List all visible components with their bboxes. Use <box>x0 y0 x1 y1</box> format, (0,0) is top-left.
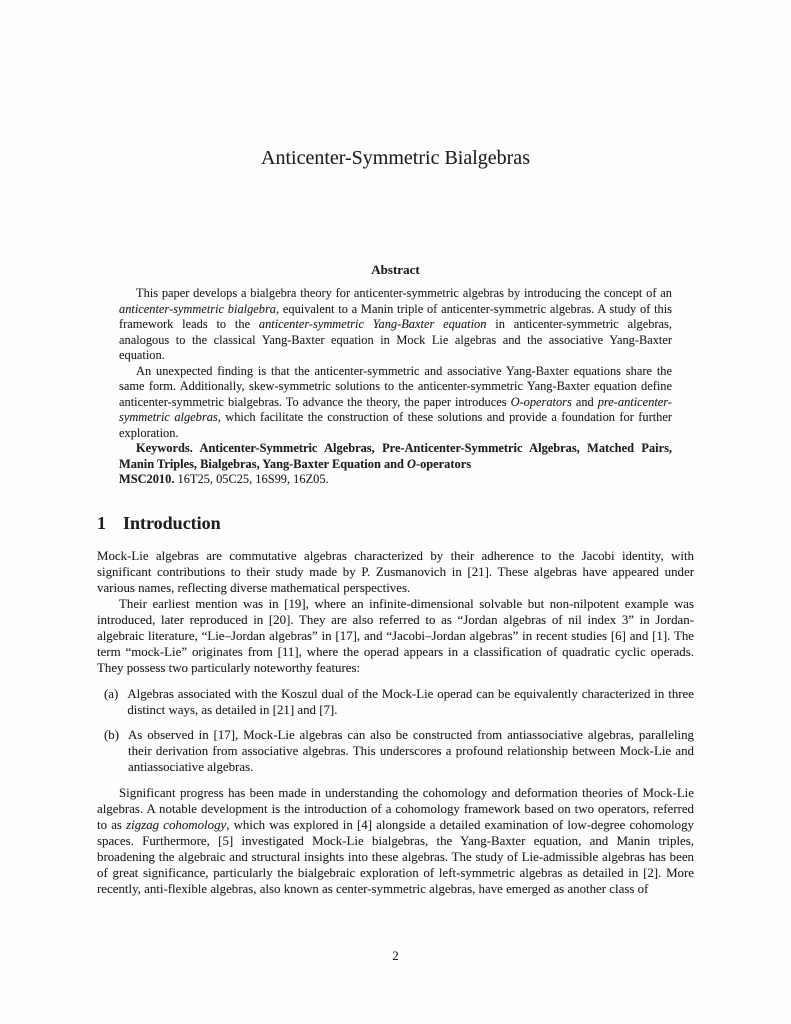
page-number: 2 <box>392 948 399 963</box>
paper-title: Anticenter-Symmetric Bialgebras <box>261 147 530 169</box>
section-heading-introduction <box>97 512 694 534</box>
list-item-a-label: (a) <box>104 687 119 702</box>
page-content <box>97 0 694 897</box>
list-item-a <box>97 686 694 718</box>
list-item-b <box>97 727 694 775</box>
section-number: 1 <box>97 512 106 533</box>
abstract-paragraph-1: This paper develops a bialgebra theory for anticenter-symmetric algebras by introducing the concept of an anticenter-symmetric bialgebra, equivalent to a Manin triple of anticenter-symmetric algebras. A study of this framework leads to the anticenter-symmetric Yang-Baxter equation in anticenter-symmetric algebras, analogous to the classical Yang-Baxter equation in Mock Lie algebras and the associative Yang-Baxter equation. <box>119 286 672 362</box>
abstract-block <box>119 286 672 488</box>
msc-line: MSC2010. 16T25, 05C25, 16S99, 16Z05. <box>119 472 329 486</box>
abstract-paragraph-2: An unexpected finding is that the anticenter-symmetric and associative Yang-Baxter equations share the same form. Additionally, skew-symmetric solutions to the anticenter-symmetric Yang-Baxter equation define anticenter-symmetric bialgebras. To advance the theory, the paper introduces O-operators and pre-anticenter-symmetric algebras, which facilitate the construction of these solutions and provide a foundation for further exploration. <box>119 363 672 440</box>
intro-paragraph-1: Mock-Lie algebras are commutative algebras characterized by their adherence to the Jacobi identity, with significant contributions to their study made by P. Zusmanovich in [21]. These algebras have appeared under various names, reflecting diverse mathematical perspectives. <box>97 549 694 596</box>
list-item-b-text: As observed in [17], Mock-Lie algebras can also be constructed from antiassociative algebras, paralleling their derivation from associative algebras. This underscores a profound relationship between Mock-Lie and antiassociative algebras. <box>128 728 694 775</box>
abstract-heading: Abstract <box>371 262 420 277</box>
section-title: Introduction <box>123 512 221 533</box>
list-item-b-label: (b) <box>104 728 120 743</box>
features-list <box>97 686 694 775</box>
intro-paragraph-3: Significant progress has been made in understanding the cohomology and deformation theories of Mock-Lie algebras. A notable development is the introduction of a cohomology framework based on two operators, referred to as zigzag cohomology, which was explored in [4] alongside a detailed examination of low-degree cohomology spaces. Furthermore, [5] investigated Mock-Lie bialgebras, the Yang-Baxter equation, and Manin triples, broadening the algebraic and structural insights into these algebras. The study of Lie-admissible algebras has been of great significance, particularly the bialgebraic exploration of left-symmetric algebras as detailed in [2]. More recently, anti-flexible algebras, also known as center-symmetric algebras, have emerged as another class of <box>97 786 694 897</box>
keywords-paragraph: Keywords. Anticenter-Symmetric Algebras, Pre-Anticenter-Symmetric Algebras, Matched Pairs, Manin Triples, Bialgebras, Yang-Baxter Equation and O-operators <box>119 441 672 471</box>
intro-paragraph-2: Their earliest mention was in [19], where an infinite-dimensional solvable but non-nilpotent example was introduced, later reproduced in [20]. They are also referred to as “Jordan algebras of nil index 3” in Jordan-algebraic literature, “Lie–Jordan algebras” in [17], and “Jacobi–Jordan algebras” in recent studies [6] and [1]. The term “mock-Lie” originates from [11], where the operad appears in a classification of quadratic cyclic operads. They possess two particularly noteworthy features: <box>97 597 694 676</box>
list-item-a-text: Algebras associated with the Koszul dual of the Mock-Lie operad can be equivalently characterized in three distinct ways, as detailed in [21] and [7]. <box>127 687 694 718</box>
introduction-body <box>97 548 694 897</box>
